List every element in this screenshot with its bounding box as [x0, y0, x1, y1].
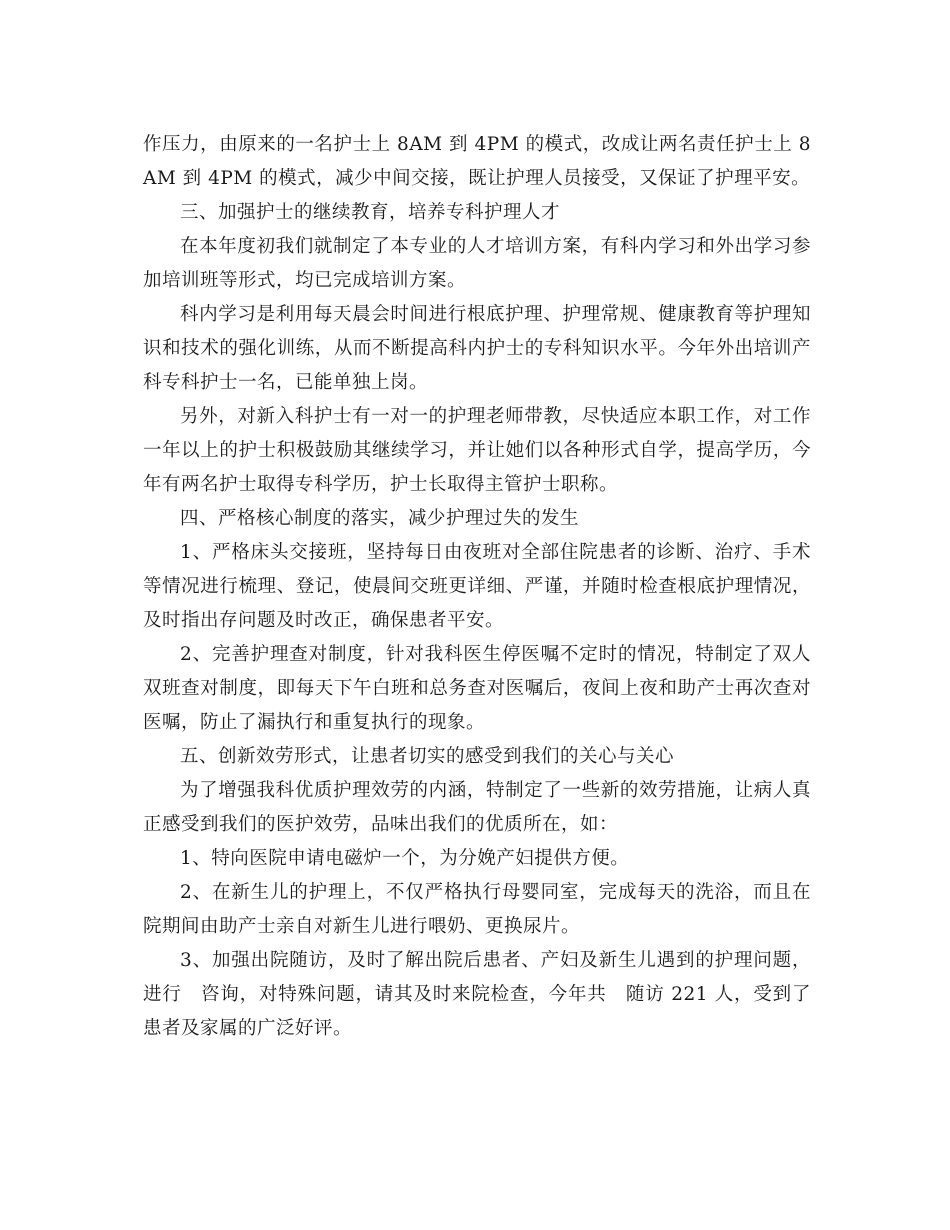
document-body: [143, 128, 811, 1046]
paragraph: 科内学习是利用每天晨会时间进行根底护理、护理常规、健康教育等护理知识和技术的强化训练，从而不断提高科内护士的专科知识水平。今年外出培训产科专科护士一名，已能单独上岗。: [143, 304, 811, 393]
list-item: 2、完善护理查对制度，针对我科医生停医嘱不定时的情况，特制定了双人双班查对制度，即每天下午白班和总务查对医嘱后，夜间上夜和助产士再次查对医嘱，防止了漏执行和重复执行的现象。: [143, 644, 811, 733]
paragraph-continuation: 作压力，由原来的一名护士上 8AM 到 4PM 的模式，改成让两名责任护士上 8AM 到 4PM 的模式，减少中间交接，既让护理人员接受，又保证了护理平安。: [143, 134, 811, 189]
list-item: 1、特向医院申请电磁炉一个，为分娩产妇提供方便。: [180, 848, 630, 869]
section-heading-4: 四、严格核心制度的落实，减少护理过失的发生: [180, 508, 580, 529]
section-heading-5: 五、创新效劳形式，让患者切实的感受到我们的关心与关心: [180, 746, 675, 767]
paragraph: 为了增强我科优质护理效劳的内涵，特制定了一些新的效劳措施，让病人真正感受到我们的医护效劳，品味出我们的优质所在，如：: [143, 780, 811, 835]
list-item: 3、加强出院随访，及时了解出院后患者、产妇及新生儿遇到的护理问题，进行 咨询，对特殊问题，请其及时来院检查，今年共 随访 221 人，受到了患者及家属的广泛好评。: [143, 950, 811, 1039]
paragraph: 在本年度初我们就制定了本专业的人才培训方案，有科内学习和外出学习参加培训班等形式，均已完成培训方案。: [143, 236, 811, 291]
list-item: 2、在新生儿的护理上，不仅严格执行母婴同室，完成每天的洗浴，而且在院期间由助产士亲自对新生儿进行喂奶、更换尿片。: [143, 882, 811, 937]
list-item: 1、严格床头交接班，坚持每日由夜班对全部住院患者的诊断、治疗、手术等情况进行梳理、登记，使晨间交班更详细、严谨，并随时检查根底护理情况，及时指出存问题及时改正，确保患者平安。: [143, 542, 811, 631]
section-heading-3: 三、加强护士的继续教育，培养专科护理人才: [180, 202, 561, 223]
paragraph: 另外，对新入科护士有一对一的护理老师带教，尽快适应本职工作，对工作一年以上的护士积极鼓励其继续学习，并让她们以各种形式自学，提高学历，今年有两名护士取得专科学历，护士长取得主管护士职称。: [143, 406, 811, 495]
